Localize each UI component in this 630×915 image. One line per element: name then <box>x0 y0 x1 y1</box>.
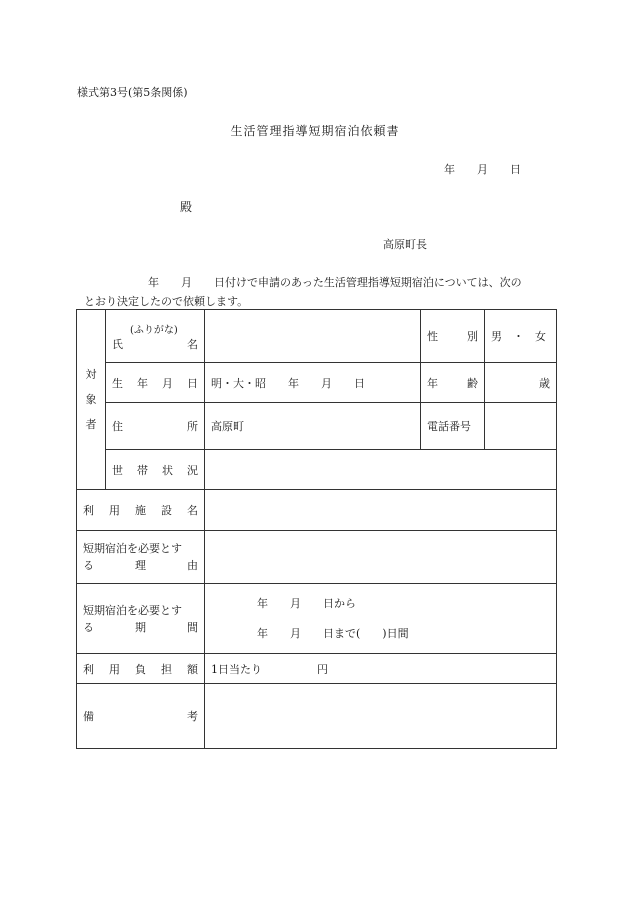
label-char: 世 <box>112 463 123 477</box>
label-char: 住 <box>112 420 123 433</box>
period-to: 年 月 日まで( )日間 <box>257 626 409 640</box>
subject-char: 者 <box>85 418 97 431</box>
period-row <box>77 584 557 654</box>
label-char: 利 <box>83 504 94 517</box>
subject-char: 象 <box>85 393 97 406</box>
household-field[interactable] <box>205 450 557 490</box>
label-char: 年 <box>137 376 148 390</box>
label-char: 日 <box>187 376 198 390</box>
period-from: 年 月 日から <box>257 596 356 610</box>
label-char: 負 <box>135 662 146 676</box>
facility-row <box>77 490 557 531</box>
label-char: 理 <box>135 559 146 572</box>
label-char: 設 <box>161 504 172 517</box>
age-field[interactable]: 歳 <box>485 363 557 403</box>
label-char: る <box>83 620 94 634</box>
label-char: 所 <box>187 420 198 433</box>
label-char: 帯 <box>137 463 148 477</box>
birthdate-label-cell <box>106 363 205 403</box>
household-label-cell <box>106 450 205 490</box>
label-char: 別 <box>467 330 478 343</box>
address-label-cell <box>106 403 205 450</box>
birthdate-field[interactable]: 明・大・昭 年 月 日 <box>205 363 421 403</box>
phone-label: 電話番号 <box>421 403 485 450</box>
gender-options[interactable]: 男 ・ 女 <box>485 310 557 363</box>
label-char: 間 <box>187 620 198 634</box>
household-row <box>77 450 557 490</box>
phone-field[interactable] <box>485 403 557 450</box>
subject-char: 対 <box>85 368 97 381</box>
reason-field[interactable] <box>205 531 557 584</box>
intro-line-2: とおり決定したので依頼します。 <box>84 295 249 308</box>
document-title: 生活管理指導短期宿泊依頼書 <box>230 124 400 138</box>
label-char: 用 <box>109 662 120 676</box>
reason-label-line1: 短期宿泊を必要とす <box>83 542 182 555</box>
facility-field[interactable] <box>205 490 557 531</box>
addressee-suffix: 殿 <box>180 200 193 214</box>
label-char: 氏 <box>112 337 123 351</box>
label-char: 生 <box>112 376 123 390</box>
label-char: 備 <box>83 710 94 723</box>
label-char: 由 <box>187 559 198 572</box>
sender-name: 高原町長 <box>383 238 427 251</box>
period-label-cell <box>77 584 205 654</box>
label-char: 年 <box>427 376 438 390</box>
label-char: 状 <box>162 463 173 477</box>
intro-text <box>84 273 556 311</box>
name-field[interactable] <box>205 310 421 363</box>
burden-label-cell <box>77 654 205 684</box>
burden-field[interactable]: 1日当たり 円 <box>205 654 557 684</box>
address-field[interactable]: 高原町 <box>205 403 421 450</box>
label-char: 名 <box>187 504 198 517</box>
label-char: 利 <box>83 662 94 676</box>
label-char: 施 <box>135 504 146 517</box>
label-char: 期 <box>135 620 146 634</box>
remarks-label-cell <box>77 684 205 749</box>
reason-row <box>77 531 557 584</box>
label-char: 担 <box>161 662 172 676</box>
period-field[interactable] <box>205 584 557 654</box>
label-char: 額 <box>187 662 198 676</box>
label-char: 考 <box>187 710 198 723</box>
gender-label-cell <box>421 310 485 363</box>
intro-line-1: 年 月 日付けで申請のあった生活管理指導短期宿泊については、次の <box>148 276 522 289</box>
label-char: 用 <box>109 504 120 517</box>
label-char: 名 <box>187 337 198 351</box>
name-label-cell <box>106 310 205 363</box>
address-row <box>77 403 557 450</box>
reason-label-cell <box>77 531 205 584</box>
age-label-cell <box>421 363 485 403</box>
remarks-row <box>77 684 557 749</box>
label-char: 齢 <box>467 376 478 390</box>
issue-date-line: 年 月 日 <box>444 163 521 176</box>
label-char: 月 <box>162 376 173 390</box>
birthdate-row <box>77 363 557 403</box>
facility-label-cell <box>77 490 205 531</box>
form-number: 様式第3号(第5条関係) <box>77 86 188 99</box>
furigana-label: (ふりがな) <box>130 324 178 336</box>
remarks-field[interactable] <box>205 684 557 749</box>
period-label-line1: 短期宿泊を必要とす <box>83 603 182 617</box>
name-row <box>77 310 557 363</box>
request-form-table <box>76 309 557 749</box>
name-label <box>112 336 198 352</box>
subject-header <box>77 310 106 490</box>
label-char: 況 <box>187 463 198 477</box>
burden-row <box>77 654 557 684</box>
label-char: る <box>83 559 94 572</box>
label-char: 性 <box>427 330 438 343</box>
